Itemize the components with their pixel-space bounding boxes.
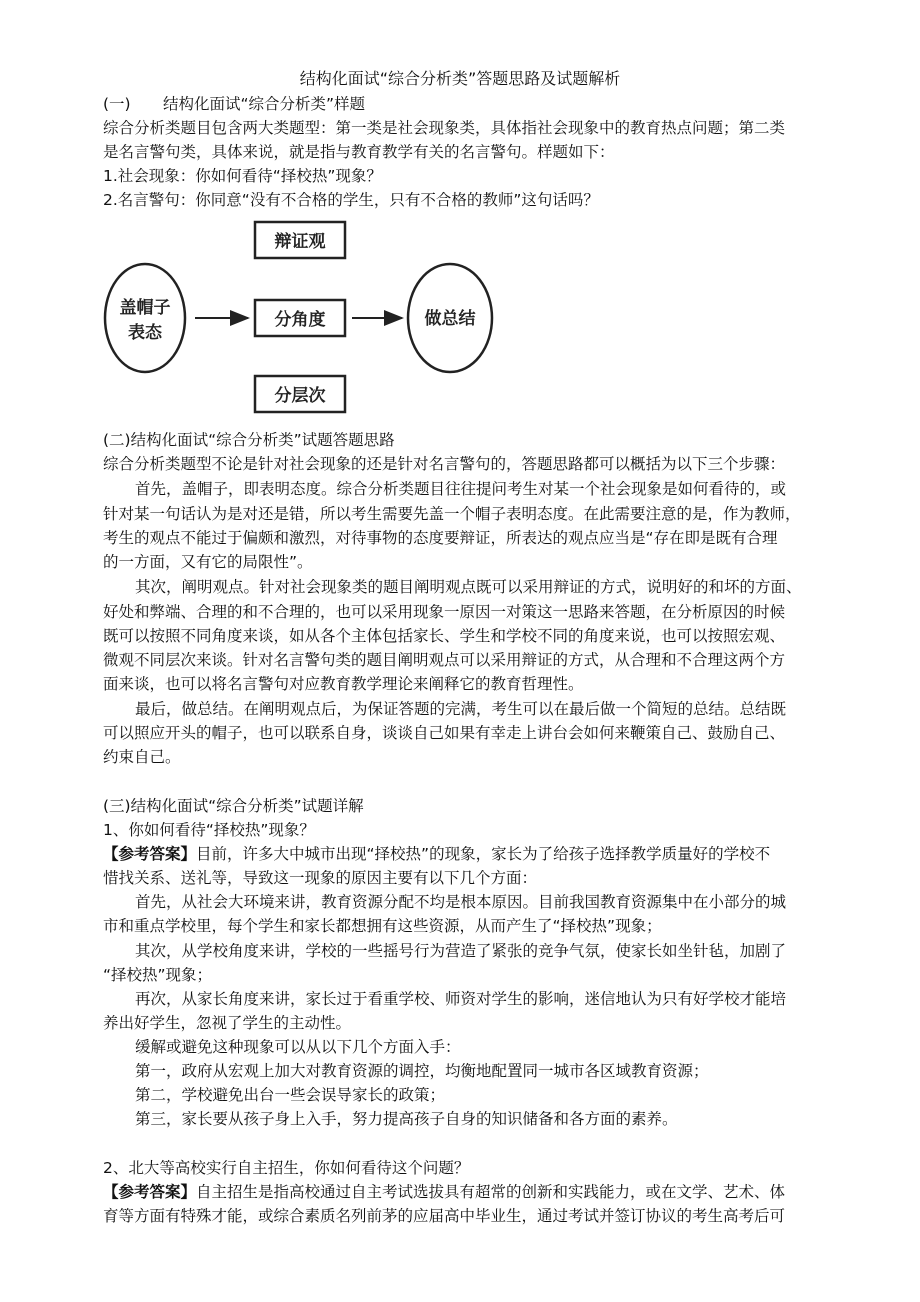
paragraph-line: 其次，从学校角度来讲，学校的一些摇号行为营造了紧张的竞争气氛，使家长如坐针毡，加剧了	[135, 942, 787, 960]
left-oval-shape	[105, 264, 185, 372]
middle-box-label: 分角度	[274, 310, 326, 330]
left-oval-line-1: 盖帽子	[119, 298, 171, 318]
right-oval-label: 做总结	[424, 309, 476, 329]
document-title: 结构化面试“综合分析类”答题思路及试题解析	[299, 69, 621, 88]
paragraph-line: 约束自己。	[103, 748, 181, 766]
paragraph-line: 可以照应开头的帽子，也可以联系自身，谈谈自己如果有幸走上讲台会如何来鞭策自己、鼓励自己、	[103, 724, 786, 742]
section-1-heading-text: 结构化面试“综合分析类”样题	[163, 95, 366, 113]
section-2-heading: (二)结构化面试“综合分析类”试题答题思路	[103, 431, 395, 449]
paragraph-line: 既可以按照不同角度来谈，如从各个主体包括家长、学生和学校不同的角度来说，也可以按照宏观、	[103, 627, 786, 645]
paragraph-line: “择校热”现象；	[103, 966, 213, 984]
paragraph-line: 第三，家长要从孩子身上入手，努力提高孩子自身的知识储备和各方面的素养。	[135, 1110, 678, 1128]
paragraph-line: 第一，政府从宏观上加大对教育资源的调控，均衡地配置同一城市各区域教育资源；	[135, 1062, 709, 1080]
answer-flow-diagram	[100, 218, 520, 418]
paragraph-line: 针对某一句话认为是对还是错，所以考生需要先盖一个帽子表明态度。在此需要注意的是，作为教师，	[103, 505, 801, 523]
paragraph-line: 育等方面有特殊才能，或综合素质名列前茅的应届高中毕业生，通过考试并签订协议的考生高考后可	[103, 1207, 786, 1225]
paragraph-line: 面来谈，也可以将名言警句对应教育教学理论来阐释它的教育哲理性。	[103, 675, 584, 693]
reference-answer-tag: 【参考答案】	[103, 1183, 197, 1201]
bottom-box-label: 分层次	[274, 386, 326, 406]
paragraph-line: 好处和弊端、合理的和不合理的，也可以采用现象一原因一对策这一思路来答题，在分析原因的时候	[103, 603, 786, 621]
paragraph-line: 综合分析类题型不论是针对社会现象的还是针对名言警句的，答题思路都可以概括为以下三个步骤：	[103, 455, 786, 473]
reference-answer-tag: 【参考答案】	[103, 845, 197, 863]
paragraph-line: 再次，从家长角度来讲，家长过于看重学校、师资对学生的影响，迷信地认为只有好学校才能培	[135, 990, 787, 1008]
answer-text: 目前，许多大中城市出现“择校热”的现象，家长为了给孩子选择教学质量好的学校不	[196, 845, 771, 863]
paragraph-line: 缓解或避免这种现象可以从以下几个方面入手：	[135, 1038, 461, 1056]
paragraph-line: 是名言警句类，具体来说，就是指与教育教学有关的名言警句。样题如下：	[103, 143, 615, 161]
answer-text: 自主招生是指高校通过自主考试选拔具有超常的创新和实践能力，或在文学、艺术、体	[196, 1183, 786, 1201]
section-3-heading: (三)结构化面试“综合分析类”试题详解	[103, 797, 364, 815]
paragraph-line: 最后，做总结。在阐明观点后，为保证答题的完满，考生可以在最后做一个简短的总结。总结既	[135, 700, 787, 718]
section-1-heading	[103, 92, 823, 116]
sample-question-1: 1.社会现象：你如何看待“择校热”现象？	[103, 167, 382, 185]
paragraph-line: 养出好学生，忽视了学生的主动性。	[103, 1014, 352, 1032]
paragraph-line: 首先，盖帽子，即表明态度。综合分析类题目往往提问考生对某一个社会现象是如何看待的，或	[135, 480, 787, 498]
question-2: 2、北大等高校实行自主招生，你如何看待这个问题？	[103, 1159, 470, 1177]
answer-line	[103, 1180, 823, 1204]
paragraph-line: 综合分析类题目包含两大类题型：第一类是社会现象类，具体指社会现象中的教育热点问题；第二类	[103, 119, 786, 137]
paragraph-line: 其次，阐明观点。针对社会现象类的题目阐明观点既可以采用辩证的方式，说明好的和坏的方面、	[135, 578, 802, 596]
paragraph-line: 第二，学校避免出台一些会误导家长的政策；	[135, 1086, 446, 1104]
left-oval-line-2: 表态	[128, 323, 162, 343]
answer-line	[103, 842, 823, 866]
paragraph-line: 的一方面，又有它的局限性”。	[103, 553, 313, 571]
section-1-number: (一)	[103, 95, 131, 113]
top-box-label: 辩证观	[274, 232, 326, 252]
paragraph-line: 市和重点学校里，每个学生和家长都想拥有这些资源，从而产生了“择校热”现象；	[103, 917, 662, 935]
paragraph-line: 惜找关系、送礼等，导致这一现象的原因主要有以下几个方面：	[103, 869, 538, 887]
paragraph-line: 考生的观点不能过于偏颇和激烈，对待事物的态度要辩证，所表达的观点应当是“存在即是既有合理	[103, 529, 778, 547]
sample-question-2: 2.名言警句：你同意“没有不合格的学生，只有不合格的教师”这句话吗？	[103, 191, 599, 209]
paragraph-line: 首先，从社会大环境来讲，教育资源分配不均是根本原因。目前我国教育资源集中在小部分的城	[135, 893, 787, 911]
question-1: 1、你如何看待“择校热”现象？	[103, 821, 315, 839]
paragraph-line: 微观不同层次来谈。针对名言警句类的题目阐明观点可以采用辩证的方式，从合理和不合理这两个方	[103, 651, 786, 669]
